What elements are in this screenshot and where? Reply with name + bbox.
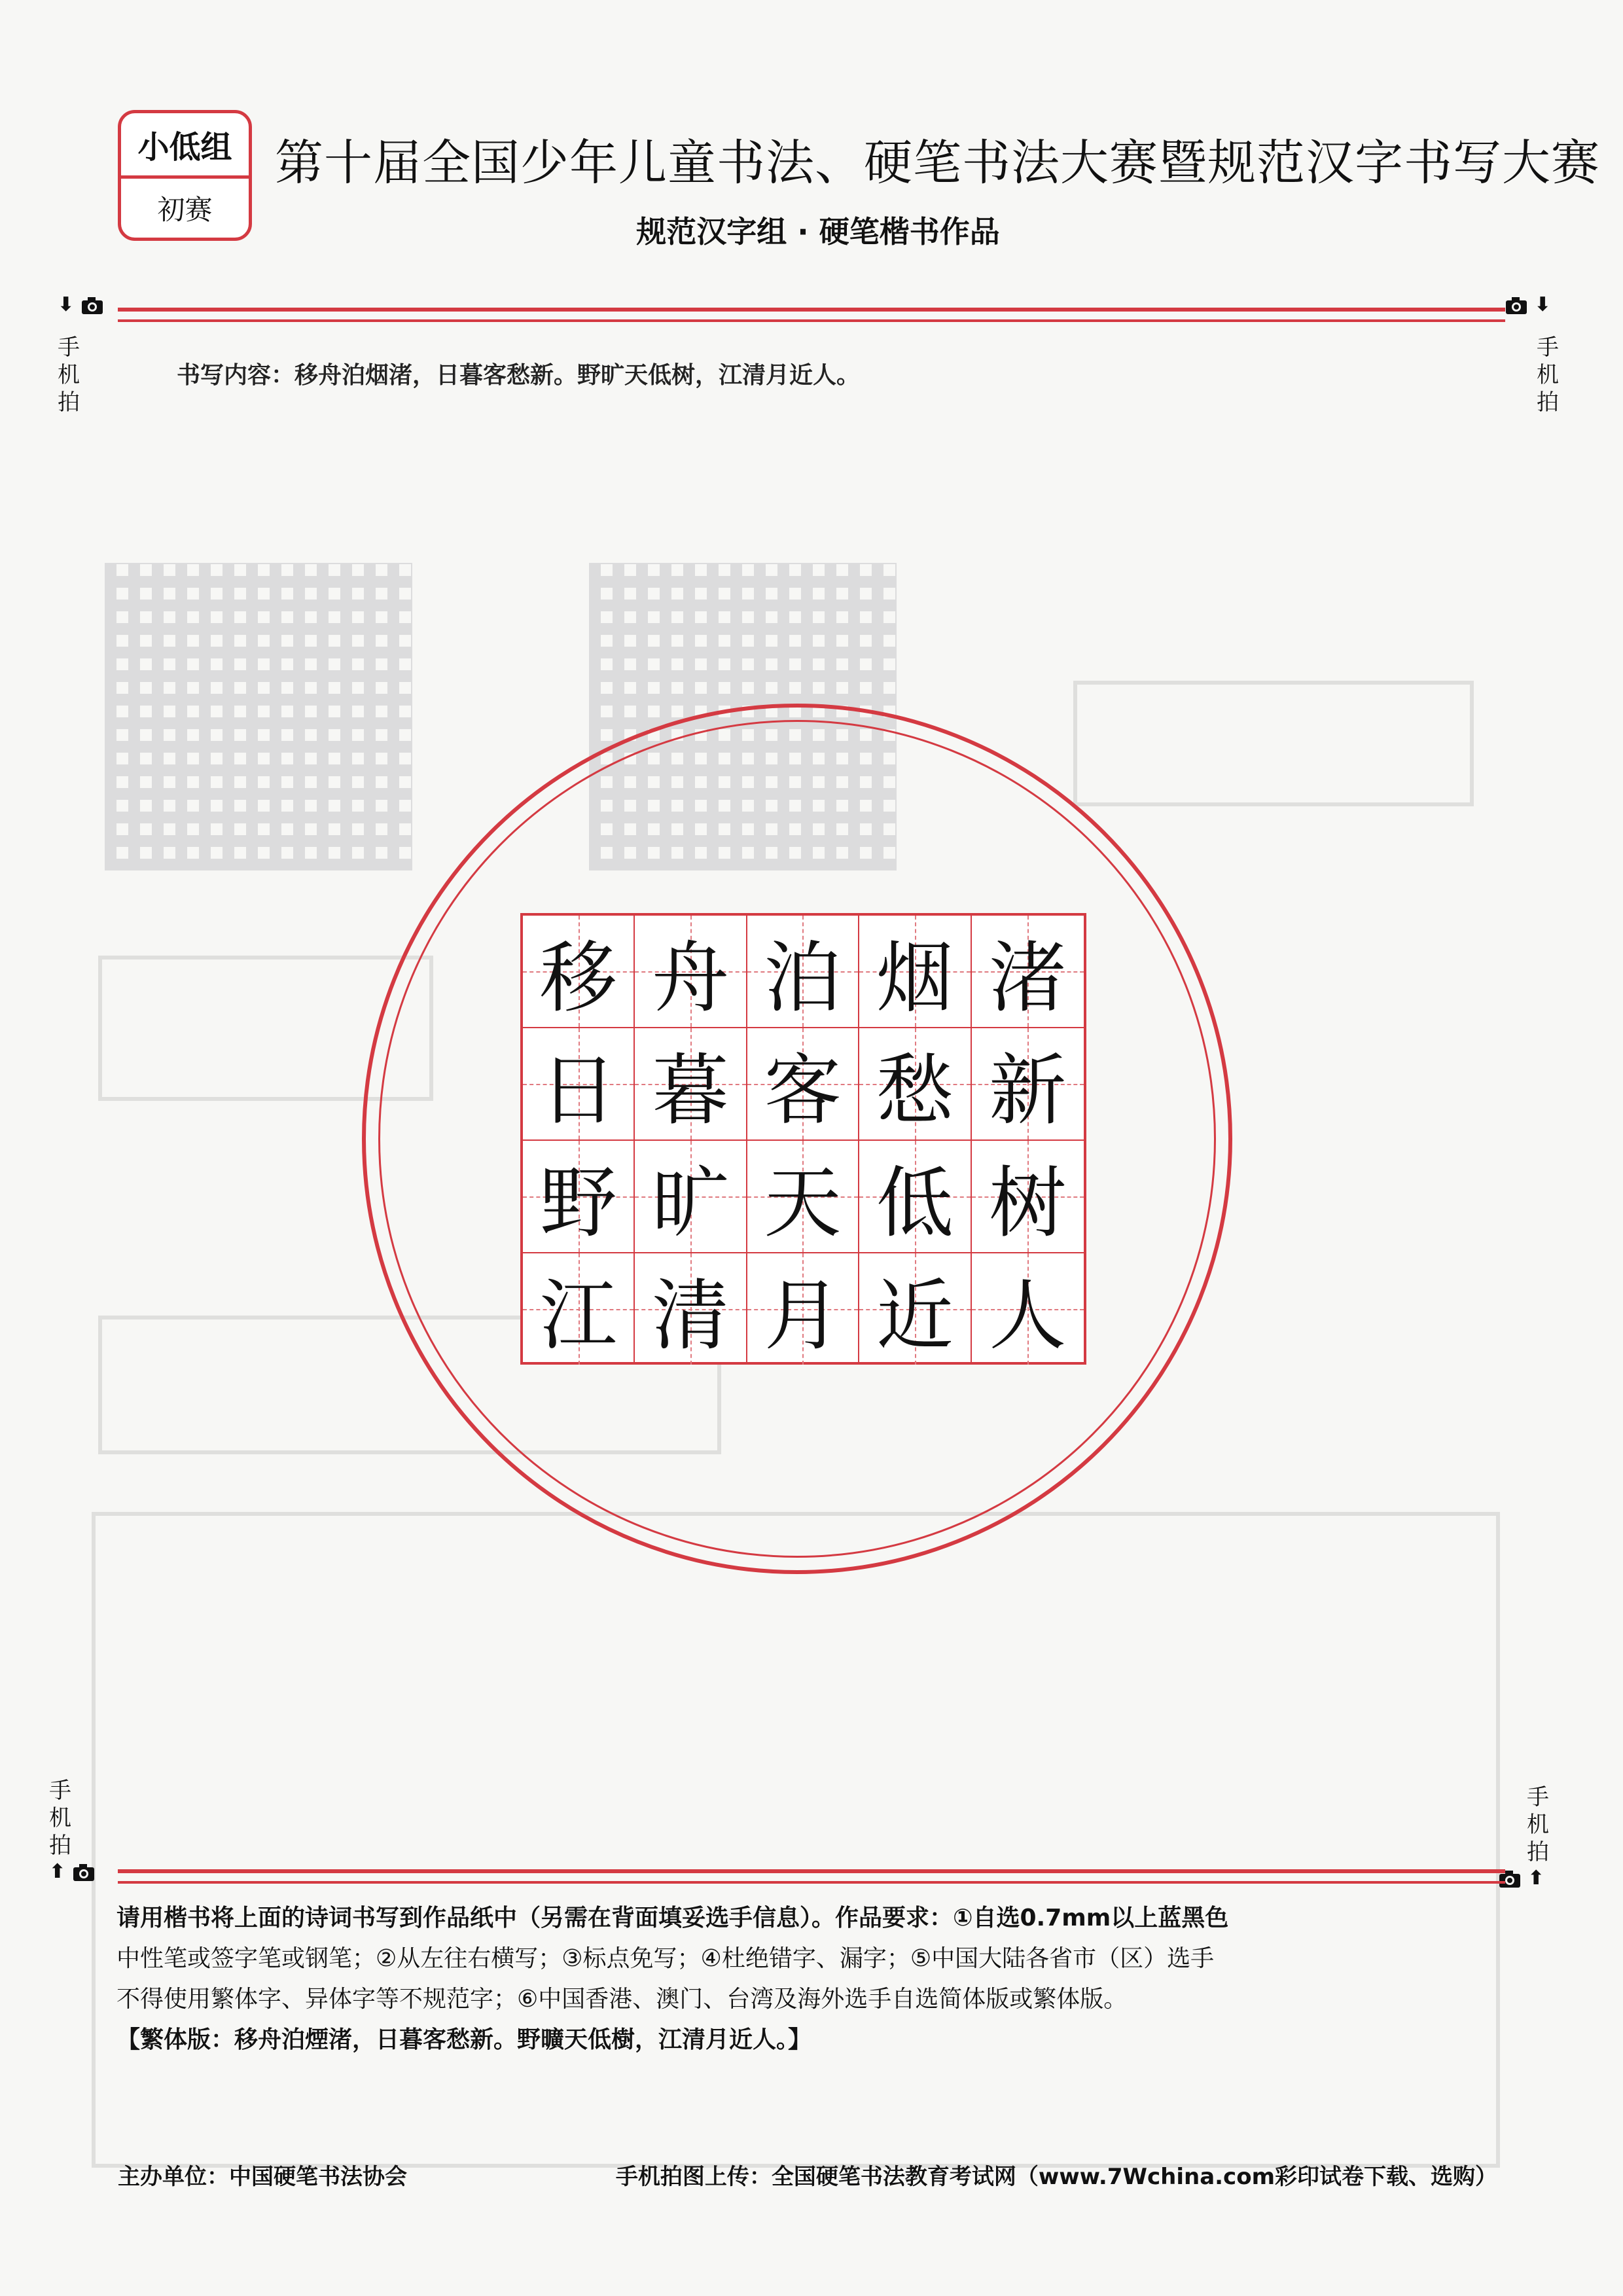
grid-cell: 渚 — [972, 916, 1084, 1028]
bleed-through-info-panel — [92, 1512, 1500, 2168]
requirements-text — [116, 1898, 1504, 2068]
grid-cell: 天 — [747, 1141, 859, 1253]
grid-cell: 舟 — [635, 916, 747, 1028]
page-title: 第十届全国少年儿童书法、硬笔书法大赛暨规范汉字书写大赛 — [275, 135, 1600, 191]
traditional-version-line: 【繁体版：移舟泊煙渚，日暮客愁新。野曠天低樹，江清月近人。】 — [116, 2026, 812, 2053]
grid-cell: 低 — [859, 1141, 971, 1253]
grid-cell: 客 — [747, 1028, 859, 1141]
grid-cell: 清 — [635, 1253, 747, 1365]
down-arrow-icon: ⬇ — [1534, 293, 1551, 316]
requirements-line-1: 请用楷书将上面的诗词书写到作品纸中（另需在背面填妥选手信息）。作品要求：①自选0.7mm以上蓝黑色 — [116, 1905, 1229, 1931]
bleed-through-banner — [1073, 681, 1474, 806]
up-arrow-icon: ⬆ — [1527, 1867, 1544, 1890]
writing-content-prefix: 书写内容： — [177, 362, 295, 389]
up-arrow-icon: ⬆ — [49, 1860, 66, 1883]
camera-icon — [1505, 296, 1527, 315]
camera-icon — [73, 1863, 95, 1882]
camera-label-bottom-left: 手 机 拍 — [49, 1778, 71, 1859]
camera-label-bottom-right: 手 机 拍 — [1527, 1784, 1549, 1865]
camera-label-top-left: 手 机 拍 — [58, 334, 80, 416]
camera-mark-bottom-right — [1499, 1867, 1544, 1890]
requirements-line-2: 中性笔或签字笔或钢笔；②从左往右横写；③标点免写；④杜绝错字、漏字；⑤中国大陆各省市（区）选手 — [116, 1945, 1215, 1972]
camera-label-top-right: 手 机 拍 — [1537, 334, 1559, 416]
page-subtitle: 规范汉字组 · 硬笔楷书作品 — [636, 214, 1000, 249]
camera-icon — [81, 296, 103, 315]
grid-cell: 人 — [972, 1253, 1084, 1365]
upload-line: 手机拍图上传：全国硬笔书法教育考试网（www.7Wchina.com彩印试卷下载、选购） — [615, 2164, 1497, 2190]
organizer-line: 主办单位：中国硬笔书法协会 — [118, 2164, 407, 2190]
grid-cell: 近 — [859, 1253, 971, 1365]
bottom-rule — [118, 1869, 1505, 1873]
grid-cell: 移 — [523, 916, 635, 1028]
grid-cell: 江 — [523, 1253, 635, 1365]
grid-cell: 烟 — [859, 916, 971, 1028]
down-arrow-icon: ⬇ — [58, 293, 75, 316]
camera-mark-top-right — [1505, 293, 1551, 316]
round-label: 初赛 — [157, 194, 213, 226]
grid-cell: 泊 — [747, 916, 859, 1028]
grid-cell: 新 — [972, 1028, 1084, 1141]
top-rule-secondary — [118, 319, 1505, 322]
top-rule — [118, 308, 1505, 312]
camera-mark-bottom-left — [49, 1860, 95, 1883]
camera-mark-top-left — [58, 293, 103, 316]
grid-cell: 日 — [523, 1028, 635, 1141]
bleed-through-qr-left — [105, 563, 412, 870]
writing-grid — [520, 913, 1086, 1365]
grid-cell: 暮 — [635, 1028, 747, 1141]
grid-cell: 树 — [972, 1141, 1084, 1253]
grid-cell: 旷 — [635, 1141, 747, 1253]
grid-cell: 野 — [523, 1141, 635, 1253]
requirements-line-3: 不得使用繁体字、异体字等不规范字；⑥中国香港、澳门、台湾及海外选手自选简体版或繁体版。 — [116, 1986, 1128, 2013]
writing-content — [177, 357, 1420, 389]
group-badge — [118, 110, 252, 241]
grid-cell: 愁 — [859, 1028, 971, 1141]
grid-cell: 月 — [747, 1253, 859, 1365]
group-label: 小低组 — [121, 113, 249, 179]
bottom-rule-secondary — [118, 1881, 1505, 1884]
writing-content-text: 移舟泊烟渚，日暮客愁新。野旷天低树，江清月近人。 — [294, 362, 861, 389]
